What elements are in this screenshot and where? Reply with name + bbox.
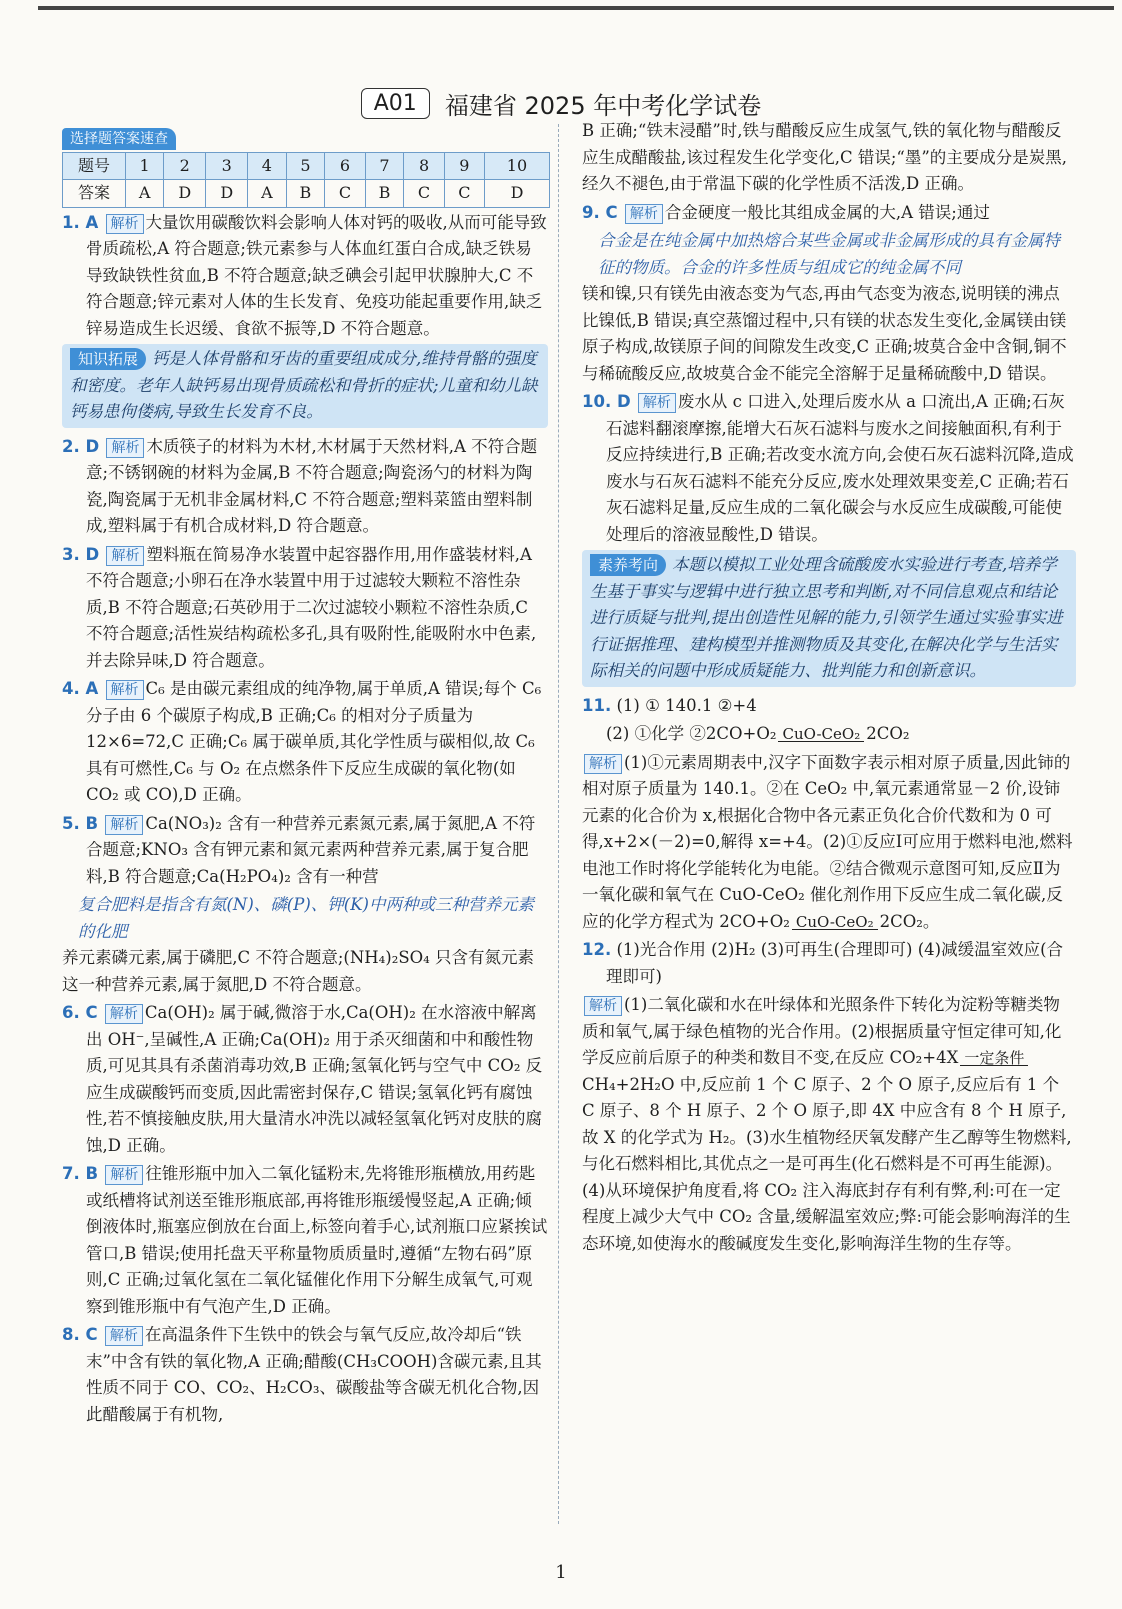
table-cell: C [325,180,365,208]
jiexi-tag: 解析 [106,214,144,234]
literacy-orientation-box [582,550,1076,687]
table-cell: 9 [444,152,484,180]
table-cell: B [365,180,404,208]
item-number: 10. D [582,392,631,411]
handwritten-note: 合金是在纯金属中加热熔合某些金属或非金属形成的具有金属特征的物质。合金的许多性质与组成它的纯金属不同 [598,231,1060,277]
explanation-text: (1)二氧化碳和水在叶绿体和光照条件下转化为淀粉等糖类物质和氧气,属于绿色植物的光合作用。(2)根据质量守恒定律可知,化学反应前后原子的种类和数目不变,在反应 CO₂+4X [582,995,1062,1067]
item-text: Ca(NO₃)₂ 含有一种营养元素氮元素,属于氮肥,A 不符合题意;KNO₃ 含有钾元素和氮元素两种营养元素,属于复合肥料,B 符合题意;Ca(H₂PO₄)₂ 含有一种营 [86,813,536,886]
item-text: 在高温条件下生铁中的铁会与氧气反应,故冷却后“铁末”中含有铁的氧化物,A 正确;醋酸(CH₃COOH)含碳元素,且其性质不同于 CO、CO₂、H₂CO₃、碳酸盐等含碳无机化合物,因此醋酸属于有机物, [86,1325,542,1424]
table-cell: 4 [248,152,286,180]
item-continuation: 镁和镍,只有镁先由液态变为气态,再由气态变为液态,说明镁的沸点比镍低,B 错误;真空蒸馏过程中,只有镁的状态发生变化,金属镁由镁原子构成,故镁原子间的间隙发生改变,C 正确;坡莫合金中含铜,铜不与稀硫酸反应,故坡莫合金不能完全溶解于足量稀硫酸中,D 错误。 [582,284,1067,383]
reaction-condition-label: 一定条件 [960,1051,1028,1066]
handwritten-note: 复合肥料是指含有氮(N)、磷(P)、钾(K)中两种或三种营养元素的化肥 [78,895,534,941]
table-cell: 10 [484,152,549,180]
answer-item-6 [62,1000,548,1159]
jiexi-tag: 解析 [584,996,622,1016]
item-continuation: B 正确;“铁末浸醋”时,铁与醋酸反应生成氢气,铁的氧化物与醋酸反应生成醋酸盐,该过程发生化学变化,C 错误;“墨”的主要成分是炭黑,经久不褪色,由于常温下碳的化学性质不活泼,D 正确。 [582,121,1068,193]
equation-left: (2) ①化学 ②2CO+O₂ [606,724,777,743]
column-divider [558,124,559,1524]
catalyst-label: CuO-CeO₂ [792,915,878,930]
page-number: 1 [555,1562,567,1583]
table-cell: 6 [325,152,365,180]
answer-item-2 [62,434,548,540]
table-cell: 7 [365,152,404,180]
explanation-text-end: 2CO₂。 [879,911,940,931]
item-number: 1. A [62,212,99,232]
answer-table-answer-row [63,180,550,208]
table-cell: D [206,180,248,208]
table-cell: C [444,180,484,208]
item-number: 2. D [62,436,100,456]
jiexi-tag: 解析 [584,754,622,774]
item-text: 合金硬度一般比其组成金属的大,A 错误;通过 [664,202,990,222]
top-rule [38,6,1114,10]
table-cell: D [164,180,206,208]
table-cell: 1 [126,152,164,180]
answer-item-11 [582,693,1076,720]
answer-item-9 [582,200,1076,227]
answer-item-7 [62,1161,548,1320]
item-number: 12. [582,940,612,959]
answer-item-5 [62,811,548,891]
literacy-orientation-tag: 素养考向 [590,554,666,576]
knowledge-extension-box [62,344,548,428]
equation-right: 2CO₂ [866,724,910,743]
item-text: 废水从 c 口进入,处理后废水从 a 口流出,A 正确;石灰石滤料翻滚摩擦,能增大石灰石滤料与废水之间接触面积,有利于反应持续进行,B 正确;若改变水流方向,会使石灰石滤料沉降,造成废水与石灰石滤料不能充分反应,废水处理效果变差,C 正确;若石灰石滤料足量,反应生成的二氧化碳会与水反应生成碳酸,可能使处理后的溶液显酸性,D 错误。 [606,392,1074,544]
jiexi-tag: 解析 [106,438,144,458]
page-header [0,86,1122,121]
item-text: Ca(OH)₂ 属于碱,微溶于水,Ca(OH)₂ 在水溶液中解离出 OH⁻,呈碱性,A 正确;Ca(OH)₂ 用于杀灭细菌和中和酸性物质,可见其具有杀菌消毒功效,B 正确;氢氧化钙与空气中 CO₂ 反应生成碳酸钙而变质,因此需密封保存,C 错误;氢氧化钙有腐蚀性,若不慎接触皮肤,用大量清水冲洗以减轻氢氧化钙对皮肤的腐蚀,D 正确。 [86,1003,543,1155]
explanation-text: (1)①元素周期表中,汉字下面数字表示相对原子质量,因此铈的相对原子质量为 140.1。②在 CeO₂ 中,氧元素通常显－2 价,设铈元素的化合价为 x,根据化合物中各元素正负化合价代数和为 0 可得,x+2×(－2)=0,解得 x=+4。(2)①反应Ⅰ可应用于燃料电池,燃料电池工作时将化学能转化为电能。②结合微观示意图可知,反应Ⅱ为一氧化碳和氧气在 CuO-CeO₂ 催化剂作用下反应生成二氧化碳,反应的化学方程式为 2CO+O₂ [582,752,1073,931]
item-number: 4. A [62,679,99,698]
jiexi-tag: 解析 [638,393,676,413]
jiexi-tag: 解析 [105,1165,143,1185]
item-number: 5. B [62,813,99,833]
catalyst-label: CuO-CeO₂ [778,727,864,742]
table-cell: D [484,180,549,208]
item-answer: (1)光合作用 (2)H₂ (3)可再生(合理即可) (4)减缓温室效应(合理即可) [606,940,1064,986]
row-label: 题号 [63,152,126,180]
item-text: C₆ 是由碳元素组成的纯净物,属于单质,A 错误;每个 C₆ 分子由 6 个碳原子构成,B 正确;C₆ 的相对分子质量为 12×6=72,C 正确;C₆ 属于碳单质,其化学性质与碳相似,故 C₆ 具有可燃性,C₆ 与 O₂ 在点燃条件下反应生成碳的氧化物(如 CO₂ 或 CO),D 正确。 [86,679,542,804]
item-explanation [582,992,1076,1257]
answer-item-4 [62,676,548,809]
answer-item-12 [582,937,1076,990]
answer-item-3 [62,542,548,675]
page-title: 福建省 2025 年中考化学试卷 [444,92,762,120]
left-column [62,125,548,1430]
table-cell: C [404,180,444,208]
box-text: 钙是人体骨骼和牙齿的重要组成成分,维持骨骼的强度和密度。老年人缺钙易出现骨质疏松和骨折的症状;儿童和幼儿缺钙易患佝偻病,导致生长发育不良。 [70,349,538,421]
table-cell: A [126,180,164,208]
right-column [582,118,1076,1259]
jiexi-tag: 解析 [105,1004,143,1024]
item-number: 11. [582,695,612,715]
item-answer-equation [606,721,1076,748]
table-cell: 5 [286,152,325,180]
table-cell: B [286,180,325,208]
item-text: 大量饮用碳酸饮料会影响人体对钙的吸收,从而可能导致骨质疏松,A 符合题意;铁元素参与人体血红蛋白合成,缺乏铁易导致缺铁性贫血,B 不符合题意;缺乏碘会引起甲状腺肿大,C 不符合题意;锌元素对人体的生长发育、免疫功能起重要作用,缺乏锌易造成生长迟缓、食欲不振等,D 不符合题意。 [86,212,547,338]
item-text: 木质筷子的材料为木材,木材属于天然材料,A 不符合题意;不锈钢碗的材料为金属,B 不符合题意;陶瓷汤勺的材料为陶瓷,陶瓷属于无机非金属材料,C 不符合题意;塑料菜篮由塑料制成,塑料属于有机合成材料,D 符合题意。 [86,436,538,535]
box-text: 本题以模拟工业处理含硫酸废水实验进行考查,培养学生基于事实与逻辑中进行独立思考和判断,对不同信息观点和结论进行质疑与批判,提出创造性见解的能力,引领学生通过实验事实进行证据推理、建构模型并推测物质及其变化,在解决化学与生活实际相关的问题中形成质疑能力、批判能力和创新意识。 [590,555,1063,680]
item-number: 7. B [62,1164,99,1183]
item-text: 往锥形瓶中加入二氧化锰粉末,先将锥形瓶横放,用药匙或纸槽将试剂送至锥形瓶底部,再将锥形瓶缓慢竖起,A 正确;倾倒液体时,瓶塞应倒放在台面上,标签向着手心,试剂瓶口应紧挨试管口,B 错误;使用托盘天平称量物质质量时,遵循“左物右码”原则,C 正确;过氧化氢在二氧化锰催化作用下分解生成氧气,可观察到锥形瓶中有气泡产生,D 正确。 [86,1164,548,1316]
knowledge-extension-tag: 知识拓展 [70,348,146,370]
item-number: 6. C [62,1003,98,1022]
jiexi-tag: 解析 [106,546,144,566]
answer-item-8 [62,1322,548,1428]
jiexi-tag: 解析 [105,1326,143,1346]
answer-item-10 [582,389,1076,548]
jiexi-tag: 解析 [106,680,144,700]
table-cell: 8 [404,152,444,180]
table-cell: 2 [164,152,206,180]
table-cell: 3 [206,152,248,180]
jiexi-tag: 解析 [105,815,143,835]
item-number: 9. C [582,202,618,222]
explanation-text-end: CH₄+2H₂O 中,反应前 1 个 C 原子、2 个 O 原子,反应后有 1 个 C 原子、8 个 H 原子、2 个 O 原子,即 4X 中应含有 8 个 H 原子,故 X 的化学式为 H₂。(3)水生植物经厌氧发酵产生乙醇等生物燃料,与化石燃料相比,其优点之一是可再生(化石燃料是不可再生能源)。(4)从环境保护角度看,将 CO₂ 注入海底封存有利有弊,利:可在一定程度上减少大气中 CO₂ 含量,缓解温室效应;弊:可能会影响海洋的生态环境,如使海水的酸碱度发生变化,影响海洋生物的生存等。 [582,1074,1072,1253]
item-explanation [582,750,1076,936]
answer-item-1 [62,210,548,343]
answer-table-tag: 选择题答案速查 [62,128,176,150]
item-number: 3. D [62,544,100,564]
jiexi-tag: 解析 [625,204,663,224]
table-cell: A [248,180,286,208]
answer-table-number-row [63,152,550,180]
row-label: 答案 [63,180,126,208]
answer-table [62,152,550,208]
exam-code: A01 [361,88,430,119]
item-continuation: 养元素磷元素,属于磷肥,C 不符合题意;(NH₄)₂SO₄ 只含有氮元素这一种营养元素,属于氮肥,D 不符合题意。 [62,948,535,994]
item-answer: (1) ① 140.1 ②+4 [616,695,757,715]
item-text: 塑料瓶在简易净水装置中起容器作用,用作盛装材料,A 不符合题意;小卵石在净水装置中用于过滤较大颗粒不溶性杂质,B 不符合题意;石英砂用于二次过滤较小颗粒不溶性杂质,C 不符合题意;活性炭结构疏松多孔,具有吸附性,能吸附水中色素,并去除异味,D 符合题意。 [86,544,537,670]
item-number: 8. C [62,1325,98,1344]
